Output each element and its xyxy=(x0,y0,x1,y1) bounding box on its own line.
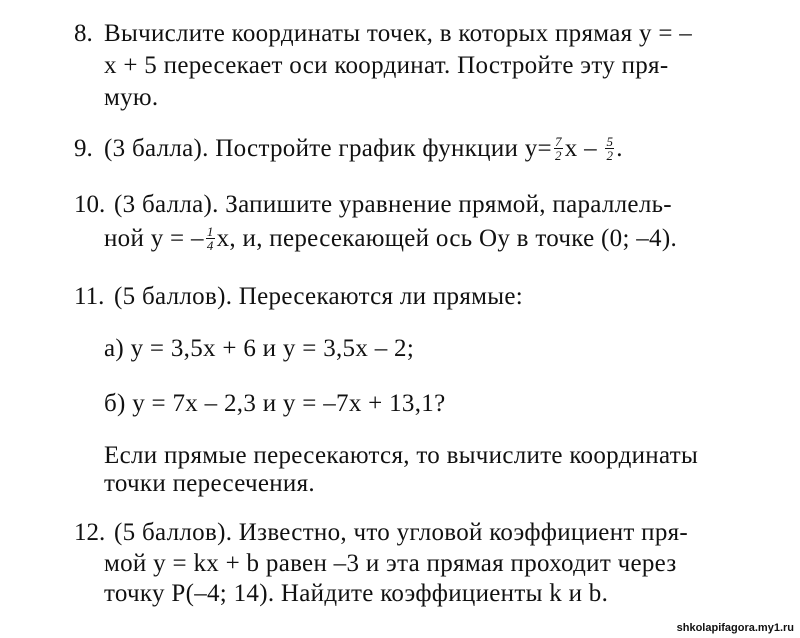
fraction-denominator: 4 xyxy=(206,237,214,253)
problem-9-text-middle: x – xyxy=(564,135,597,162)
fraction-numerator: 5 xyxy=(606,133,614,149)
site-watermark: shkolapifagora.my1.ru xyxy=(676,622,794,634)
fraction-numerator: 1 xyxy=(206,223,214,239)
problem-12-line-3: точку P(–4; 14). Найдите коэффициенты k и b. xyxy=(104,580,609,607)
problem-8-line-1: Вычислите координаты точек, в которых прямая y = – xyxy=(104,20,693,47)
problem-12-line-1: (5 баллов). Известно, что угловой коэффициент пря- xyxy=(114,519,689,546)
fraction-denominator: 2 xyxy=(606,147,614,163)
problem-8-line-3: мую. xyxy=(104,84,159,111)
problem-11-note-line-2: точки пересечения. xyxy=(104,470,315,497)
problem-10-line-2 xyxy=(104,224,677,254)
problem-11-number: 11. xyxy=(74,283,105,310)
fraction-numerator: 7 xyxy=(554,133,562,149)
fraction-5-2 xyxy=(605,135,614,162)
problem-10-line-1: (3 балла). Запишите уравнение прямой, параллель- xyxy=(114,191,672,218)
fraction-denominator: 2 xyxy=(554,147,562,163)
problem-8-number: 8. xyxy=(74,20,93,47)
problem-11-line-1: (5 баллов). Пересекаются ли прямые: xyxy=(114,283,523,310)
problem-9-number: 9. xyxy=(74,135,93,162)
fraction-7-2 xyxy=(554,135,563,162)
problem-11-item-b: б) y = 7x – 2,3 и y = –7x + 13,1? xyxy=(104,390,446,417)
problem-11-item-a: а) y = 3,5x + 6 и y = 3,5x – 2; xyxy=(104,335,415,362)
problem-9-text-before: (3 балла). Постройте график функции y= xyxy=(104,135,552,162)
problem-10-number: 10. xyxy=(74,191,106,218)
problem-10-text-before: ной y = – xyxy=(104,225,204,252)
problem-10-text-after: x, и, пересекающей ось Oy в точке (0; –4). xyxy=(216,225,678,252)
problem-9-line xyxy=(104,134,623,164)
fraction-1-4 xyxy=(206,225,215,252)
problem-12-number: 12. xyxy=(74,519,106,546)
problem-8-line-2: x + 5 пересекает оси координат. Постройте эту пря- xyxy=(104,52,669,79)
problem-11-note-line-1: Если прямые пересекаются, то вычислите координаты xyxy=(104,442,699,469)
problem-12-line-2: мой y = kx + b равен –3 и эта прямая проходит через xyxy=(104,550,677,577)
problem-9-text-after: . xyxy=(616,135,623,162)
